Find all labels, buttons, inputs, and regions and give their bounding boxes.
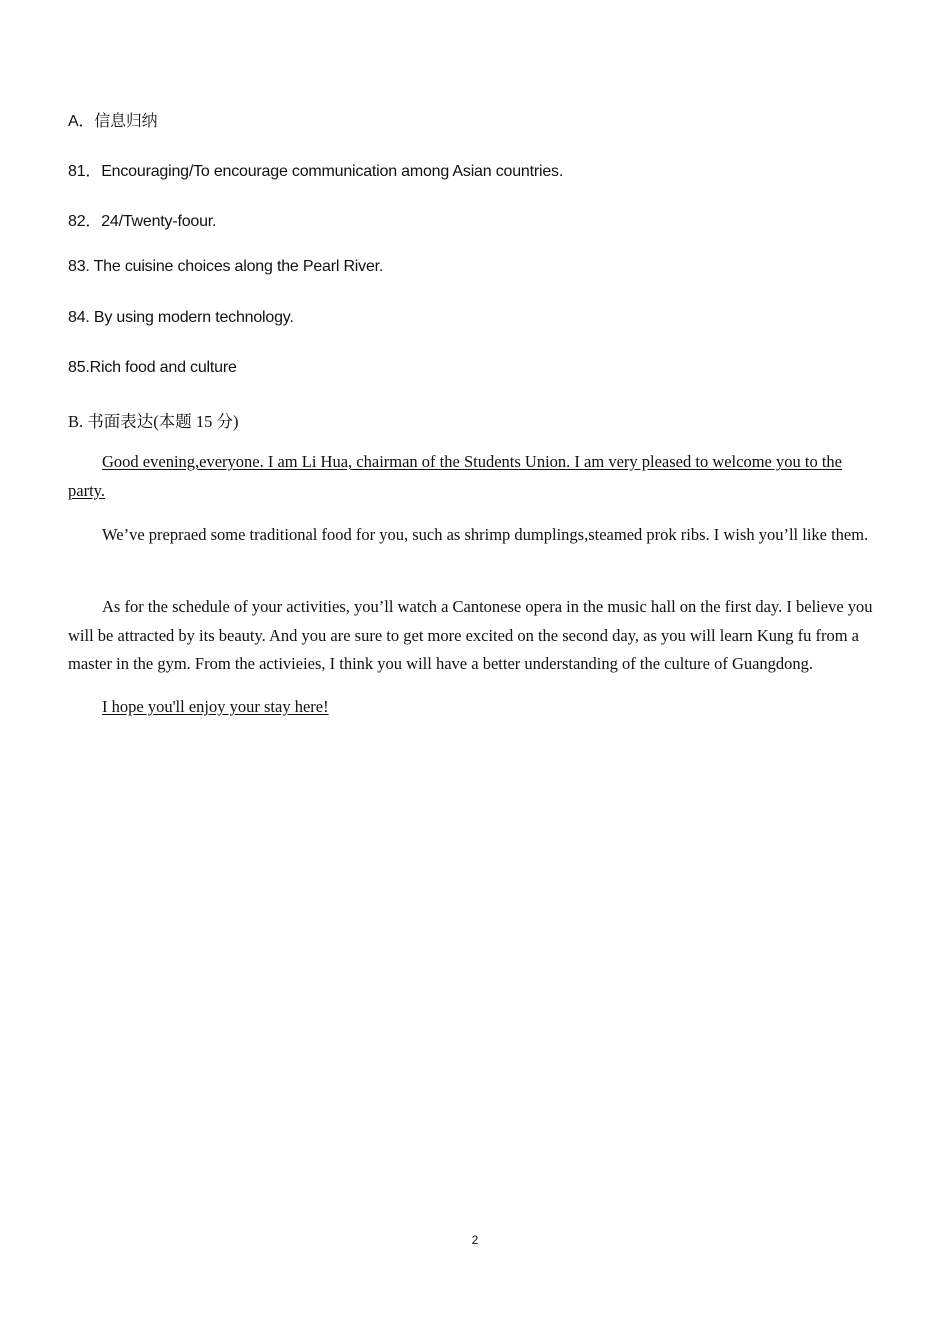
- answer-83: 83. The cuisine choices along the Pearl River.: [68, 258, 384, 275]
- page-number: 2: [471, 1233, 479, 1247]
- essay-paragraph-3: As for the schedule of your activities, you’ll watch a Cantonese opera in the music hall on the first day. I believe you will be attracted by its beauty. And you are sure to get more excited on the second day, as you will learn Kung fu from a master in the gym. From the activieies, I think you will have a better understanding of the culture of Guangdong.: [68, 597, 873, 673]
- answer-84: 84. By using modern technology.: [68, 309, 294, 326]
- answer-82: 82．24/Twenty-foour.: [68, 213, 217, 230]
- essay-paragraph-1: [68, 448, 878, 505]
- section-b-heading: B. 书面表达(本题 15 分): [68, 412, 239, 431]
- essay-paragraph-4-text: I hope you'll enjoy your stay here!: [102, 697, 329, 716]
- answer-85: 85.Rich food and culture: [68, 359, 237, 376]
- section-a-heading: A．信息归纳: [68, 113, 158, 130]
- answer-81: 81．Encouraging/To encourage communication among Asian countries.: [68, 163, 564, 180]
- essay-paragraph-4: [68, 693, 878, 722]
- essay-paragraph-2: We’ve prepraed some traditional food for you, such as shrimp dumplings,steamed prok ribs. I wish you’ll like them.: [102, 525, 869, 544]
- essay-paragraph-1-text: Good evening,everyone. I am Li Hua, chairman of the Students Union. I am very pleased to welcome you to the party.: [68, 452, 842, 500]
